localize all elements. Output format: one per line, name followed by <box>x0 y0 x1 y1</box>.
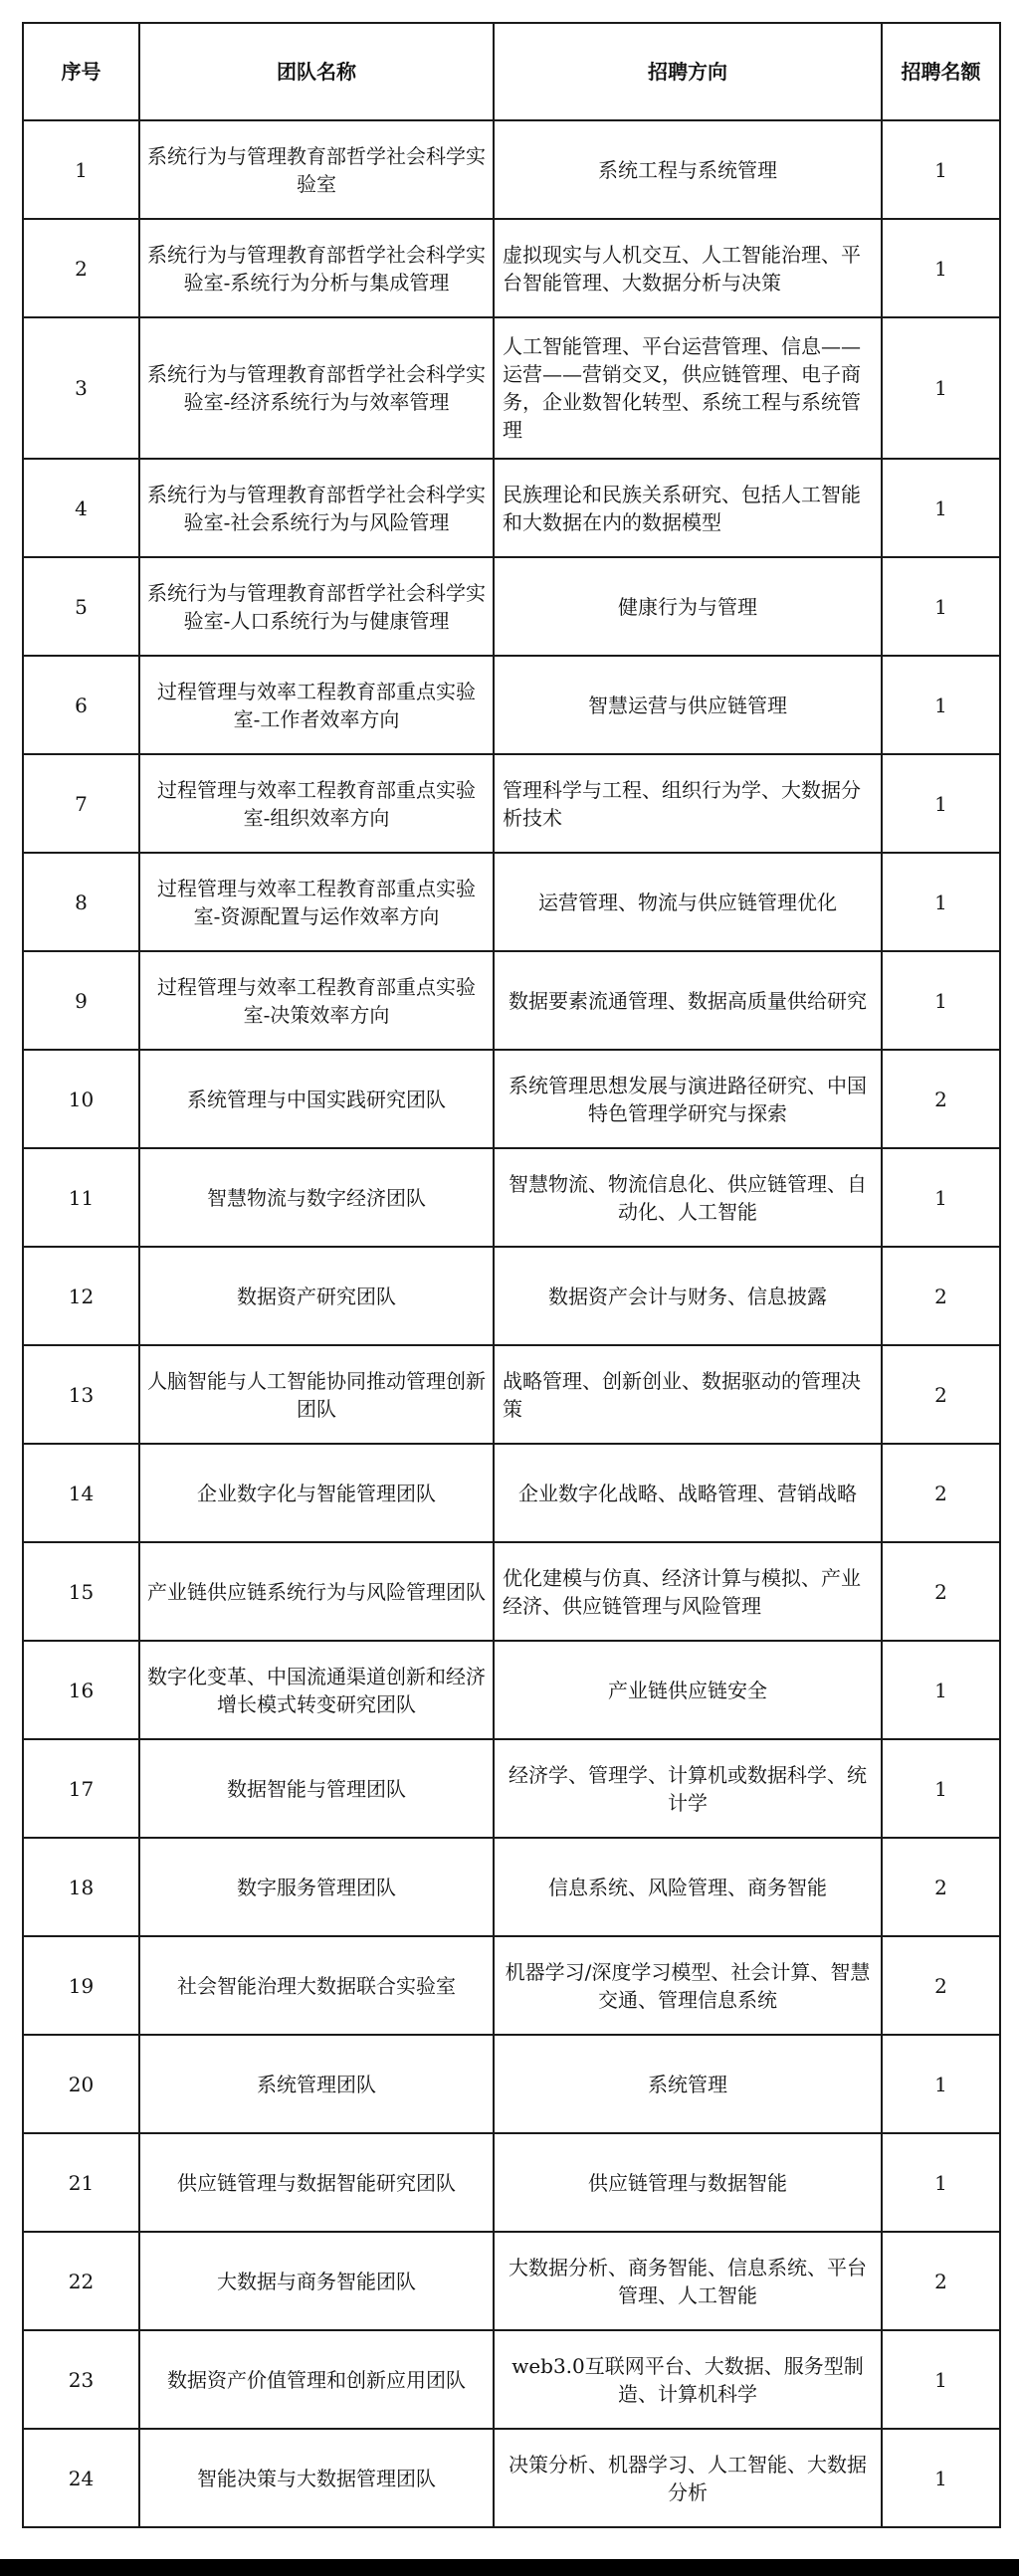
recruit-direction: web3.0互联网平台、大数据、服务型制造、计算机科学 <box>494 2330 882 2429</box>
recruit-direction: 企业数字化战略、战略管理、营销战略 <box>494 1444 882 1542</box>
recruit-direction: 产业链供应链安全 <box>494 1641 882 1739</box>
recruit-count: 1 <box>882 2133 1000 2232</box>
row-number: 4 <box>23 459 139 557</box>
recruit-count: 2 <box>882 1444 1000 1542</box>
team-name: 过程管理与效率工程教育部重点实验室-决策效率方向 <box>139 951 494 1050</box>
recruit-count: 1 <box>882 754 1000 853</box>
team-name: 系统行为与管理教育部哲学社会科学实验室-社会系统行为与风险管理 <box>139 459 494 557</box>
recruit-count: 1 <box>882 2330 1000 2429</box>
row-number: 6 <box>23 656 139 754</box>
table-row <box>23 1838 1000 1936</box>
table-row <box>23 219 1000 317</box>
recruit-direction: 智慧物流、物流信息化、供应链管理、自动化、人工智能 <box>494 1148 882 1247</box>
recruit-count: 1 <box>882 951 1000 1050</box>
recruit-count: 2 <box>882 1936 1000 2035</box>
table-row <box>23 1739 1000 1838</box>
header-recruit-count: 招聘名额 <box>882 23 1000 120</box>
team-name: 系统行为与管理教育部哲学社会科学实验室-经济系统行为与效率管理 <box>139 317 494 459</box>
row-number: 24 <box>23 2429 139 2527</box>
table-row <box>23 1444 1000 1542</box>
row-number: 10 <box>23 1050 139 1148</box>
row-number: 13 <box>23 1345 139 1444</box>
team-name: 系统行为与管理教育部哲学社会科学实验室-系统行为分析与集成管理 <box>139 219 494 317</box>
team-name: 智慧物流与数字经济团队 <box>139 1148 494 1247</box>
team-name: 过程管理与效率工程教育部重点实验室-工作者效率方向 <box>139 656 494 754</box>
recruit-count: 2 <box>882 2232 1000 2330</box>
recruit-direction: 大数据分析、商务智能、信息系统、平台管理、人工智能 <box>494 2232 882 2330</box>
table-row <box>23 459 1000 557</box>
table-row <box>23 2133 1000 2232</box>
team-name: 供应链管理与数据智能研究团队 <box>139 2133 494 2232</box>
row-number: 5 <box>23 557 139 656</box>
recruit-count: 2 <box>882 1542 1000 1641</box>
team-name: 系统行为与管理教育部哲学社会科学实验室 <box>139 120 494 219</box>
table-row <box>23 1148 1000 1247</box>
recruit-count: 1 <box>882 459 1000 557</box>
recruit-count: 2 <box>882 1247 1000 1345</box>
recruit-direction: 健康行为与管理 <box>494 557 882 656</box>
recruit-direction: 民族理论和民族关系研究、包括人工智能和大数据在内的数据模型 <box>494 459 882 557</box>
table-row <box>23 1641 1000 1739</box>
team-name: 系统管理团队 <box>139 2035 494 2133</box>
row-number: 14 <box>23 1444 139 1542</box>
row-number: 3 <box>23 317 139 459</box>
recruit-direction: 系统管理 <box>494 2035 882 2133</box>
recruit-count: 1 <box>882 219 1000 317</box>
table-row <box>23 754 1000 853</box>
row-number: 23 <box>23 2330 139 2429</box>
row-number: 15 <box>23 1542 139 1641</box>
table-row <box>23 951 1000 1050</box>
recruit-direction: 经济学、管理学、计算机或数据科学、统计学 <box>494 1739 882 1838</box>
row-number: 2 <box>23 219 139 317</box>
recruit-direction: 管理科学与工程、组织行为学、大数据分析技术 <box>494 754 882 853</box>
team-name: 系统管理与中国实践研究团队 <box>139 1050 494 1148</box>
recruit-direction: 数据资产会计与财务、信息披露 <box>494 1247 882 1345</box>
recruit-direction: 机器学习/深度学习模型、社会计算、智慧交通、管理信息系统 <box>494 1936 882 2035</box>
row-number: 12 <box>23 1247 139 1345</box>
table-row <box>23 656 1000 754</box>
team-name: 数据资产研究团队 <box>139 1247 494 1345</box>
team-name: 数据智能与管理团队 <box>139 1739 494 1838</box>
recruit-direction: 供应链管理与数据智能 <box>494 2133 882 2232</box>
recruit-count: 2 <box>882 1345 1000 1444</box>
recruit-direction: 决策分析、机器学习、人工智能、大数据分析 <box>494 2429 882 2527</box>
table-row <box>23 2035 1000 2133</box>
recruit-count: 1 <box>882 1641 1000 1739</box>
header-recruit-direction: 招聘方向 <box>494 23 882 120</box>
recruit-count: 1 <box>882 120 1000 219</box>
table-row <box>23 853 1000 951</box>
row-number: 17 <box>23 1739 139 1838</box>
table-row <box>23 1247 1000 1345</box>
bottom-edge-bar <box>0 2559 1019 2576</box>
recruit-direction: 智慧运营与供应链管理 <box>494 656 882 754</box>
table-row <box>23 2330 1000 2429</box>
recruit-count: 1 <box>882 853 1000 951</box>
table-row <box>23 1542 1000 1641</box>
team-name: 人脑智能与人工智能协同推动管理创新团队 <box>139 1345 494 1444</box>
team-name: 数字服务管理团队 <box>139 1838 494 1936</box>
table-row <box>23 120 1000 219</box>
row-number: 22 <box>23 2232 139 2330</box>
table-row <box>23 1345 1000 1444</box>
recruit-direction: 信息系统、风险管理、商务智能 <box>494 1838 882 1936</box>
recruitment-table <box>22 22 1001 2528</box>
recruit-count: 1 <box>882 317 1000 459</box>
recruit-direction: 战略管理、创新创业、数据驱动的管理决策 <box>494 1345 882 1444</box>
table-row <box>23 2429 1000 2527</box>
recruit-direction: 人工智能管理、平台运营管理、信息——运营——营销交叉，供应链管理、电子商务，企业数智化转型、系统工程与系统管理 <box>494 317 882 459</box>
recruit-count: 2 <box>882 1838 1000 1936</box>
team-name: 企业数字化与智能管理团队 <box>139 1444 494 1542</box>
row-number: 18 <box>23 1838 139 1936</box>
team-name: 大数据与商务智能团队 <box>139 2232 494 2330</box>
team-name: 系统行为与管理教育部哲学社会科学实验室-人口系统行为与健康管理 <box>139 557 494 656</box>
table-row <box>23 557 1000 656</box>
recruit-direction: 数据要素流通管理、数据高质量供给研究 <box>494 951 882 1050</box>
recruit-count: 1 <box>882 656 1000 754</box>
team-name: 数字化变革、中国流通渠道创新和经济增长模式转变研究团队 <box>139 1641 494 1739</box>
table-row <box>23 2232 1000 2330</box>
recruit-count: 1 <box>882 2035 1000 2133</box>
recruit-count: 1 <box>882 2429 1000 2527</box>
row-number: 20 <box>23 2035 139 2133</box>
row-number: 21 <box>23 2133 139 2232</box>
row-number: 19 <box>23 1936 139 2035</box>
recruit-count: 1 <box>882 557 1000 656</box>
team-name: 智能决策与大数据管理团队 <box>139 2429 494 2527</box>
team-name: 社会智能治理大数据联合实验室 <box>139 1936 494 2035</box>
team-name: 过程管理与效率工程教育部重点实验室-资源配置与运作效率方向 <box>139 853 494 951</box>
header-number: 序号 <box>23 23 139 120</box>
row-number: 11 <box>23 1148 139 1247</box>
team-name: 过程管理与效率工程教育部重点实验室-组织效率方向 <box>139 754 494 853</box>
header-row <box>23 23 1000 120</box>
recruit-direction: 虚拟现实与人机交互、人工智能治理、平台智能管理、大数据分析与决策 <box>494 219 882 317</box>
row-number: 1 <box>23 120 139 219</box>
row-number: 9 <box>23 951 139 1050</box>
recruit-count: 2 <box>882 1050 1000 1148</box>
team-name: 数据资产价值管理和创新应用团队 <box>139 2330 494 2429</box>
row-number: 8 <box>23 853 139 951</box>
row-number: 7 <box>23 754 139 853</box>
recruit-direction: 系统工程与系统管理 <box>494 120 882 219</box>
recruit-count: 1 <box>882 1148 1000 1247</box>
recruit-direction: 运营管理、物流与供应链管理优化 <box>494 853 882 951</box>
recruit-count: 1 <box>882 1739 1000 1838</box>
recruit-direction: 优化建模与仿真、经济计算与模拟、产业经济、供应链管理与风险管理 <box>494 1542 882 1641</box>
table-row <box>23 1936 1000 2035</box>
row-number: 16 <box>23 1641 139 1739</box>
recruit-direction: 系统管理思想发展与演进路径研究、中国特色管理学研究与探索 <box>494 1050 882 1148</box>
table-row <box>23 317 1000 459</box>
team-name: 产业链供应链系统行为与风险管理团队 <box>139 1542 494 1641</box>
header-team-name: 团队名称 <box>139 23 494 120</box>
table-row <box>23 1050 1000 1148</box>
